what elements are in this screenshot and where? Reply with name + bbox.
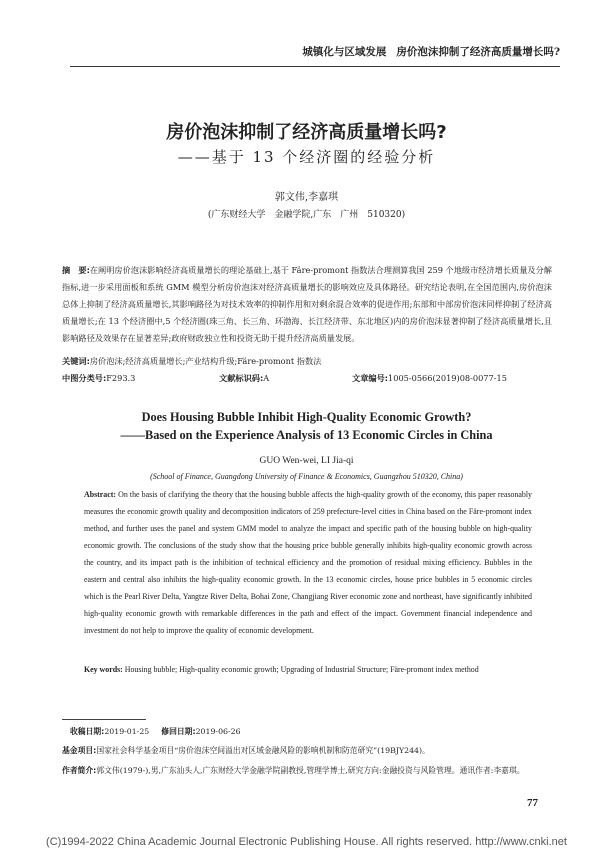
doc-label: 文献标识码:	[219, 373, 264, 383]
english-keywords-text: Housing bubble; High-quality economic growth; Upgrading of Industrial Structure; Färe-promont index method	[122, 665, 479, 674]
copyright-watermark: (C)1994-2022 China Academic Journal Electronic Publishing House. All rights reserved. http://www.cnki.net	[46, 836, 567, 848]
english-abstract-label: Abstract:	[84, 490, 116, 499]
running-header	[70, 44, 560, 67]
english-keywords-label: Key words:	[84, 665, 123, 674]
author-bio-label: 作者简介:	[62, 766, 97, 775]
english-authors: GUO Wen-wei, LI Jia-qi	[259, 456, 354, 466]
english-subtitle: ——Based on the Experience Analysis of 13 Economic Circles in China	[120, 428, 493, 442]
article-value: 1005-0566(2019)08-0077-15	[388, 373, 507, 383]
footnote-rule	[62, 719, 146, 720]
english-abstract	[84, 486, 532, 639]
revised-label: 修回日期:	[161, 727, 196, 736]
author-bio-text: 郭文伟(1979-),男,广东汕头人,广东财经大学金融学院副教授,管理学博士,研究方向:金融投资与风险管理。通讯作者:李嘉琪。	[96, 766, 525, 775]
english-keywords	[84, 663, 532, 677]
document-code	[219, 373, 269, 384]
chinese-keywords-label: 关键词:	[62, 356, 90, 366]
clc-number	[62, 373, 135, 384]
chinese-affiliation: (广东财经大学 金融学院,广东 广州 510320)	[207, 210, 406, 220]
chinese-keywords-text: 房价泡沫;经济高质量增长;产业结构升级;Färe-promont 指数法	[89, 356, 322, 366]
footnote-dates	[70, 726, 241, 737]
fund-label: 基金项目:	[62, 746, 97, 755]
journal-section: 城镇化与区域发展	[302, 46, 387, 58]
revised-date: 2019-06-26	[195, 727, 241, 736]
chinese-subtitle: ——基于 13 个经济圈的经验分析	[177, 148, 436, 166]
received-label: 收稿日期:	[70, 727, 105, 736]
running-title: 房价泡沫抑制了经济高质量增长吗?	[396, 46, 560, 58]
article-number	[352, 373, 507, 384]
english-affiliation: (School of Finance, Guangdong University of Finance & Economics, Guangzhou 510320, China)	[150, 472, 463, 481]
english-title: Does Housing Bubble Inhibit High-Quality Economic Growth?	[141, 410, 472, 424]
article-label: 文章编号:	[352, 373, 389, 383]
chinese-abstract-label: 摘 要:	[62, 265, 90, 275]
doc-value: A	[263, 373, 270, 383]
english-abstract-text: On the basis of clarifying the theory that the housing bubble affects the high-quality growth of the economy, this paper reasonably measures the economic growth quality and decomposition indicators of 259 prefecture-level cities in China based on the Färe-promont index method, and further uses the panel and system GMM model to analyze the impact and specific path of the housing bubble on high-quality economic growth. The conclusions of the study show that the housing price bubble generally inhibits high-quality economic growth across the country, and its impact path is the inhibition of technical efficiency and the promotion of residual mixing efficiency. Bubbles in the eastern and central also inhibits the high-quality economic growth. In the 13 economic circles, house price bubbles in 5 economic circles which is the Pearl River Delta, Yangtze River Delta, Bohai Zone, Changjiang River economic zone and northeast, have significantly inhibited high-quality economic growth with remarkable differences in the path and effect of the impact. Government financial independence and investment do not help to improve the quality of economic development.	[84, 490, 532, 635]
footnote-author-bio	[62, 764, 552, 778]
chinese-title: 房价泡沫抑制了经济高质量增长吗?	[166, 122, 447, 143]
chinese-abstract-text: 在阐明房价泡沫影响经济高质量增长的理论基础上,基于 Färe-promont 指数法合理测算我国 259 个地级市经济增长质量及分解指标,进一步采用面板和系统 GMM 模型分析房价泡沫对经济高质量增长的影响效应及具体路径。研究结论表明,在全国范围内,房价泡沫总体上抑制了经济高质量增长,其影响路径为对技术效率的抑制作用和对剩余混合效率的促进作用;东部和中部房价泡沫同样抑制了经济高质量增长;在 13 个经济圈中,5 个经济圈(珠三角、长三角、环渤海、长江经济带、东北地区)内的房价泡沫显著抑制了经济高质量增长,且影响路径及效果存在显著差异;政府财政独立性和投资无助于提升经济高质量发展。	[62, 265, 552, 343]
fund-text: 国家社会科学基金项目“房价泡沫空间溢出对区域金融风险的影响机制和防范研究”(19BJY244)。	[96, 746, 430, 755]
chinese-abstract	[62, 262, 552, 347]
received-date: 2019-01-25	[104, 727, 150, 736]
page-number: 77	[527, 797, 538, 809]
chinese-keywords	[62, 356, 552, 367]
clc-label: 中图分类号:	[62, 373, 107, 383]
chinese-authors: 郭文伟,李嘉琪	[274, 192, 339, 203]
clc-value: F293.3	[106, 373, 136, 383]
footnote-fund	[62, 745, 552, 756]
